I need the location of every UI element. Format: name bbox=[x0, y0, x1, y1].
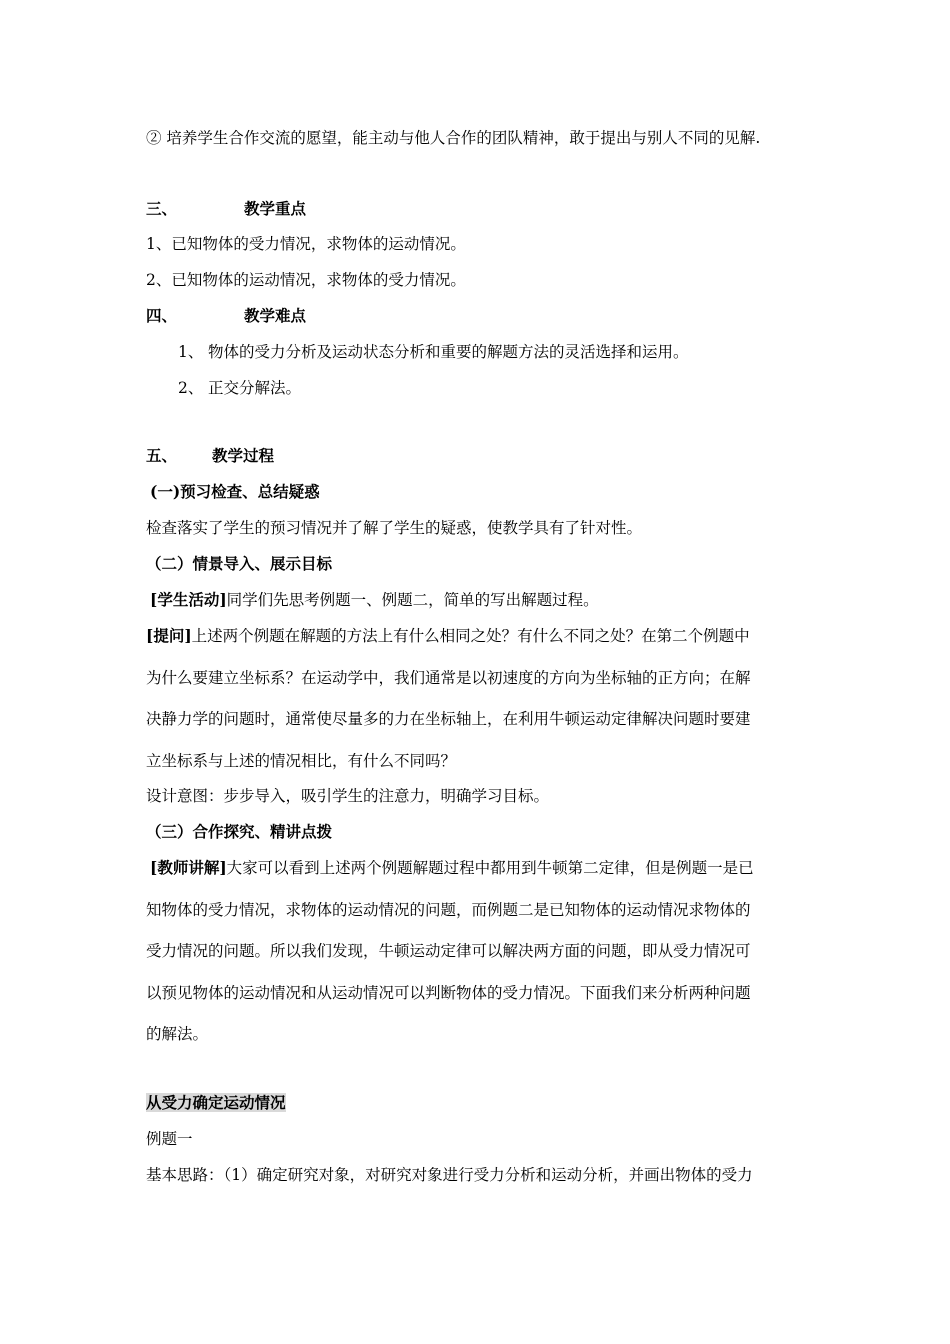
section-3-heading bbox=[146, 199, 306, 219]
teacher-line-4: 以预见物体的运动情况和从运动情况可以判断物体的受力情况。下面我们来分析两种问题 bbox=[146, 984, 751, 1002]
question-label: [提问] bbox=[146, 626, 192, 645]
difficulty-point-2-text: 正交分解法。 bbox=[208, 379, 302, 397]
subsection-title-text: 从受力确定运动情况 bbox=[146, 1093, 286, 1112]
question-line-3: 决静力学的问题时，通常使尽量多的力在坐标轴上，在利用牛顿运动定律解决问题时要建 bbox=[146, 710, 751, 728]
difficulty-point-1-text: 物体的受力分析及运动状态分析和重要的解题方法的灵活选择和运用。 bbox=[208, 343, 689, 361]
subsection-title bbox=[146, 1093, 286, 1113]
difficulty-point-1-number: 1、 bbox=[178, 343, 204, 361]
section-4-number: 四、 bbox=[146, 306, 178, 325]
section-3-title: 教学重点 bbox=[244, 199, 307, 218]
difficulty-point-1 bbox=[178, 342, 689, 362]
teacher-line-1 bbox=[150, 858, 754, 878]
student-activity bbox=[150, 590, 599, 610]
design-intent: 设计意图：步步导入，吸引学生的注意力，明确学习目标。 bbox=[146, 787, 550, 805]
student-activity-text: 同学们先思考例题一、例题二，简单的写出解题过程。 bbox=[226, 591, 599, 609]
difficulty-point-2 bbox=[178, 378, 301, 398]
key-point-1: 1、已知物体的受力情况，求物体的运动情况。 bbox=[146, 235, 466, 253]
student-activity-label: [学生活动] bbox=[150, 590, 227, 609]
teacher-line-3: 受力情况的问题。所以我们发现，牛顿运动定律可以解决两方面的问题，即从受力情况可 bbox=[146, 942, 751, 960]
part-1-title: (一)预习检查、总结疑惑 bbox=[150, 482, 320, 501]
part-2-title: （二）情景导入、展示目标 bbox=[146, 554, 333, 573]
question-text-1: 上述两个例题在解题的方法上有什么相同之处？有什么不同之处？在第二个例题中 bbox=[191, 627, 750, 645]
question-line-4: 立坐标系与上述的情况相比，有什么不同吗？ bbox=[146, 752, 457, 770]
example-label: 例题一 bbox=[146, 1130, 193, 1148]
teacher-text-1: 大家可以看到上述两个例题解题过程中都用到牛顿第二定律，但是例题一是已 bbox=[226, 859, 754, 877]
key-point-2: 2、已知物体的运动情况，求物体的受力情况。 bbox=[146, 271, 466, 289]
difficulty-point-2-number: 2、 bbox=[178, 379, 204, 397]
section-5-heading bbox=[146, 446, 274, 466]
section-3-number: 三、 bbox=[146, 199, 178, 218]
section-5-number: 五、 bbox=[146, 446, 178, 465]
teacher-line-2: 知物体的受力情况，求物体的运动情况的问题，而例题二是已知物体的运动情况求物体的 bbox=[146, 901, 751, 919]
section-4-title: 教学难点 bbox=[244, 306, 307, 325]
teacher-line-5: 的解法。 bbox=[146, 1025, 209, 1043]
basic-approach: 基本思路：（1）确定研究对象，对研究对象进行受力分析和运动分析，并画出物体的受力 bbox=[146, 1166, 753, 1184]
teacher-label: [教师讲解] bbox=[150, 858, 227, 877]
objective-item-2: ② 培养学生合作交流的愿望，能主动与他人合作的团队精神，敢于提出与别人不同的见解. bbox=[146, 129, 761, 147]
question-line-1 bbox=[146, 626, 750, 646]
part-3-title: （三）合作探究、精讲点拨 bbox=[146, 822, 333, 841]
part-1-text: 检查落实了学生的预习情况并了解了学生的疑惑，使教学具有了针对性。 bbox=[146, 519, 643, 537]
section-4-heading bbox=[146, 306, 306, 326]
question-line-2: 为什么要建立坐标系？在运动学中，我们通常是以初速度的方向为坐标轴的正方向；在解 bbox=[146, 669, 751, 687]
section-5-title: 教学过程 bbox=[212, 446, 275, 465]
